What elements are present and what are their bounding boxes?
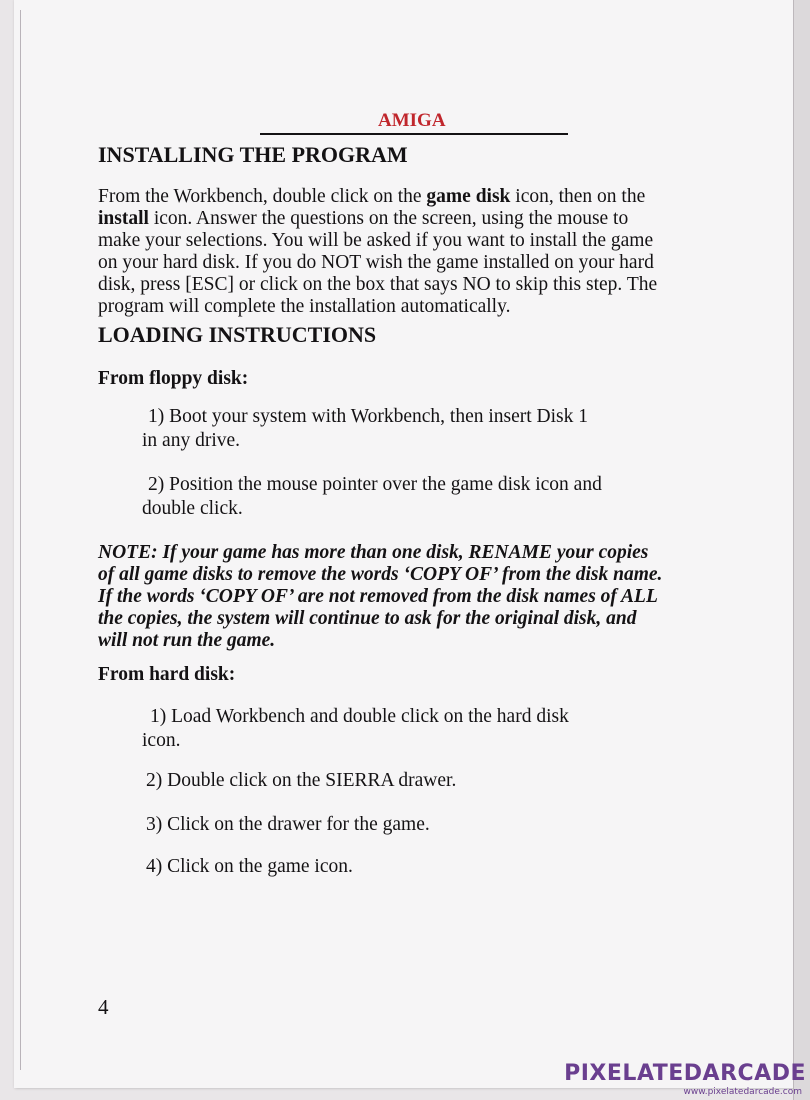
note-line-5: will not run the game.: [98, 630, 276, 651]
note-line-4: the copies, the system will continue to ask for the original disk, and: [98, 608, 637, 629]
hard-step-1-line-2: icon.: [142, 730, 181, 751]
hard-step-4: 4) Click on the game icon.: [146, 856, 353, 877]
hard-step-3: 3) Click on the drawer for the game.: [146, 814, 430, 835]
manual-page: [14, 0, 794, 1088]
install-line-2: install icon. Answer the questions on the screen, using the mouse to: [98, 208, 629, 229]
install-line-3: make your selections. You will be asked if you want to install the game: [98, 230, 654, 251]
floppy-step-2-line-2: double click.: [142, 498, 243, 519]
loading-title: LOADING INSTRUCTIONS: [98, 322, 377, 347]
section-header-label: AMIGA: [378, 110, 446, 131]
install-line-1: From the Workbench, double click on the game disk icon, then on the: [98, 186, 646, 207]
installing-title: INSTALLING THE PROGRAM: [98, 142, 408, 167]
watermark-logo: PIXELATEDARCADE: [564, 1061, 806, 1086]
page-edge: [14, 10, 21, 1070]
install-line-5: disk, press [ESC] or click on the box that says NO to skip this step. The: [98, 274, 658, 295]
hard-disk-heading: From hard disk:: [98, 664, 236, 685]
install-line-6: program will complete the installation automatically.: [98, 296, 511, 317]
floppy-step-2-line-1: 2) Position the mouse pointer over the game disk icon and: [148, 474, 602, 495]
floppy-heading: From floppy disk:: [98, 368, 249, 389]
note-line-3: If the words ‘COPY OF’ are not removed from the disk names of ALL: [98, 586, 658, 607]
hard-step-1-line-1: 1) Load Workbench and double click on the hard disk: [150, 706, 569, 727]
install-line-4: on your hard disk. If you do NOT wish the game installed on your hard: [98, 252, 654, 273]
header-rule: [260, 133, 568, 135]
floppy-step-1-line-2: in any drive.: [142, 430, 241, 451]
hard-step-2: 2) Double click on the SIERRA drawer.: [146, 770, 457, 791]
floppy-step-1-line-1: 1) Boot your system with Workbench, then insert Disk 1: [148, 406, 589, 427]
binding-spine: [793, 0, 810, 1100]
note-line-2: of all game disks to remove the words ‘COPY OF’ from the disk name.: [98, 564, 663, 585]
page-number: 4: [98, 995, 109, 1019]
watermark-url: www.pixelatedarcade.com: [683, 1087, 802, 1097]
note-line-1: NOTE: If your game has more than one disk, RENAME your copies: [98, 542, 649, 563]
